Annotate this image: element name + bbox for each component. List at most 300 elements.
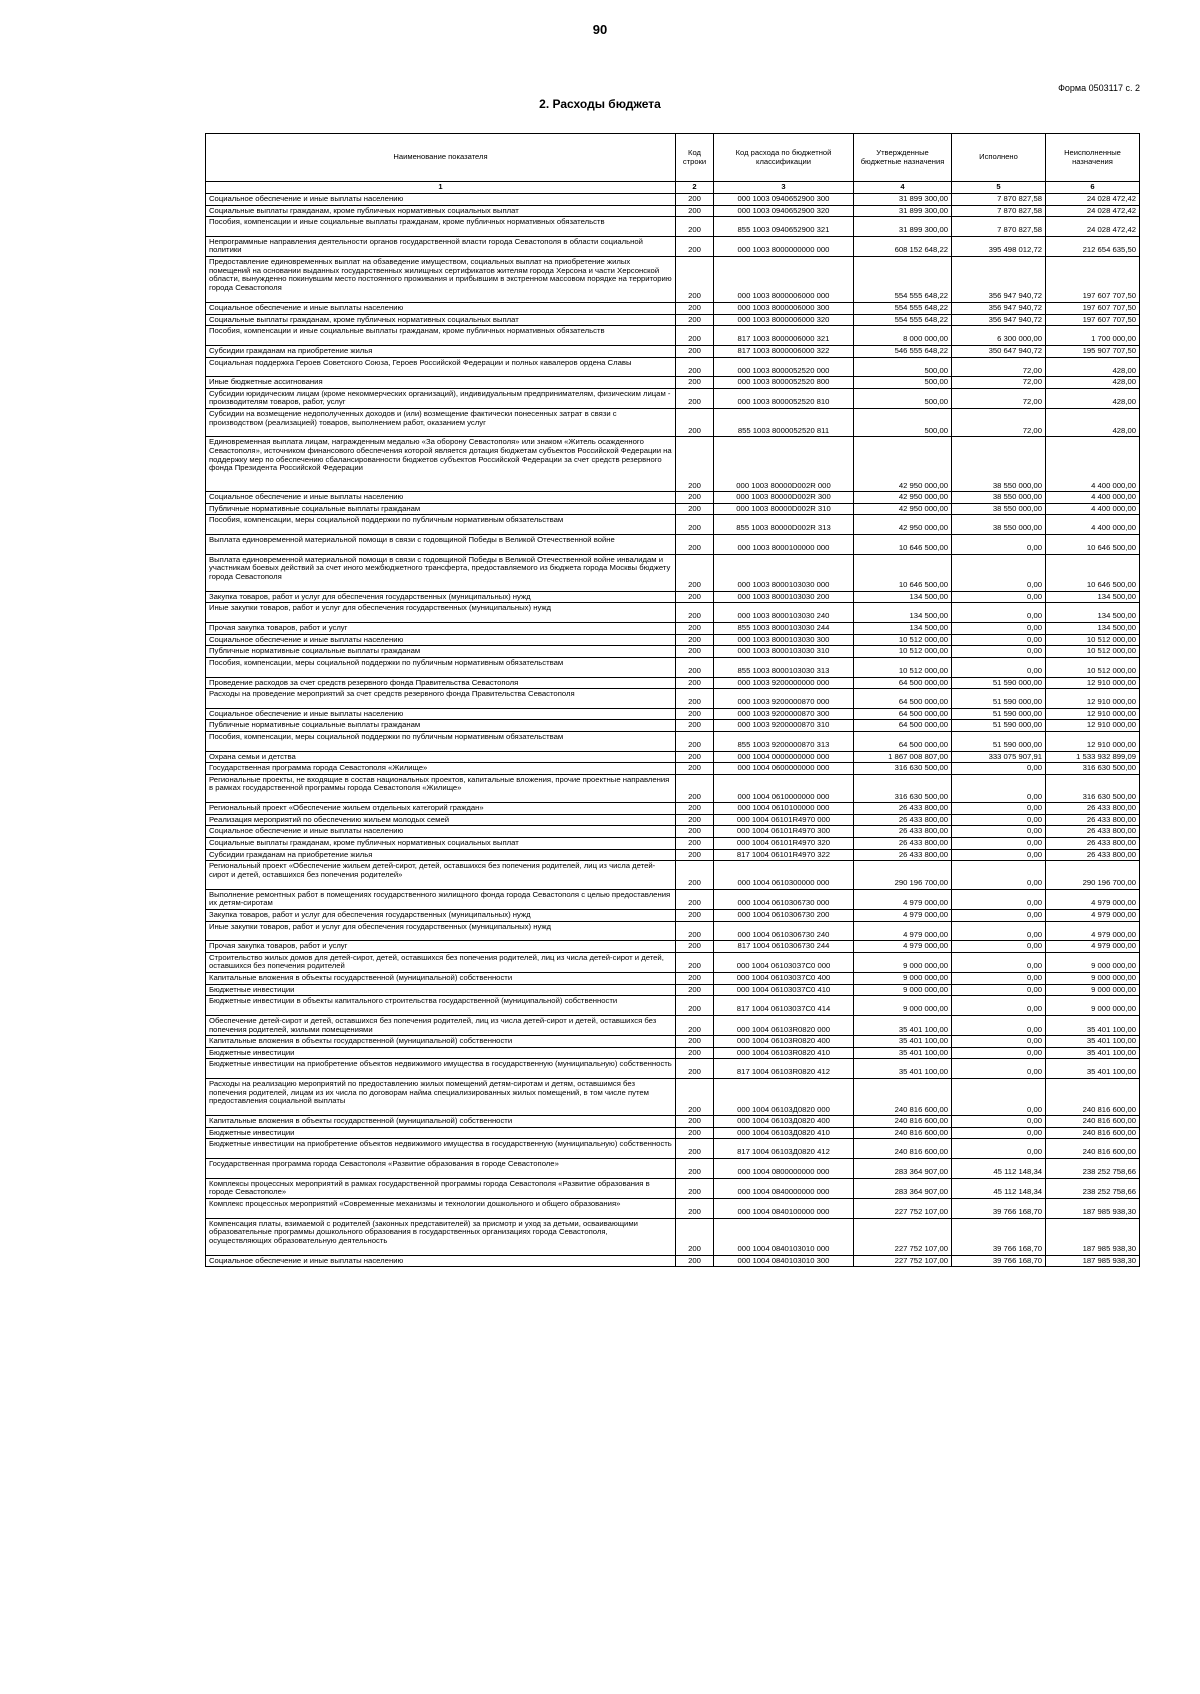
row-unexecuted: 240 816 600,00 — [1046, 1139, 1140, 1159]
row-kbk: 000 1004 0840103010 300 — [714, 1255, 854, 1267]
header-name: Наименование показателя — [206, 134, 676, 182]
row-unexecuted: 1 700 000,00 — [1046, 326, 1140, 346]
row-kbk: 000 1004 06101R4970 320 — [714, 838, 854, 850]
row-name: Выплата единовременной материальной помощи в связи с годовщиной Победы в Великой Отечественной войне — [206, 535, 676, 555]
row-unexecuted: 4 400 000,00 — [1046, 515, 1140, 535]
row-code: 200 — [676, 996, 714, 1016]
row-name: Бюджетные инвестиции — [206, 984, 676, 996]
row-approved: 227 752 107,00 — [854, 1255, 952, 1267]
row-kbk: 000 1004 06101R4970 000 — [714, 814, 854, 826]
row-kbk: 000 1003 8000103030 240 — [714, 603, 854, 623]
row-kbk: 000 1004 06103Д0820 410 — [714, 1127, 854, 1139]
row-unexecuted: 24 028 472,42 — [1046, 205, 1140, 217]
row-kbk: 000 1003 8000103030 310 — [714, 646, 854, 658]
row-unexecuted: 10 512 000,00 — [1046, 657, 1140, 677]
row-executed: 0,00 — [952, 591, 1046, 603]
row-executed: 0,00 — [952, 1015, 1046, 1035]
row-executed: 350 647 940,72 — [952, 345, 1046, 357]
row-unexecuted: 9 000 000,00 — [1046, 996, 1140, 1016]
row-unexecuted: 12 910 000,00 — [1046, 732, 1140, 752]
row-name: Социальное обеспечение и иные выплаты населению — [206, 194, 676, 206]
row-code: 200 — [676, 973, 714, 985]
row-approved: 42 950 000,00 — [854, 515, 952, 535]
row-approved: 500,00 — [854, 357, 952, 377]
row-code: 200 — [676, 814, 714, 826]
row-name: Социальные выплаты гражданам, кроме публичных нормативных социальных выплат — [206, 205, 676, 217]
table-row — [206, 732, 1140, 752]
row-name: Пособия, компенсации и иные социальные выплаты гражданам, кроме публичных нормативных обязательств — [206, 217, 676, 237]
row-kbk: 000 1003 8000006000 000 — [714, 257, 854, 303]
row-unexecuted: 4 400 000,00 — [1046, 437, 1140, 492]
row-code: 200 — [676, 910, 714, 922]
row-code: 200 — [676, 377, 714, 389]
row-name: Пособия, компенсации и иные социальные выплаты гражданам, кроме публичных нормативных обязательств — [206, 326, 676, 346]
row-code: 200 — [676, 1059, 714, 1079]
row-code: 200 — [676, 437, 714, 492]
row-unexecuted: 26 433 800,00 — [1046, 849, 1140, 861]
row-name: Расходы на проведение мероприятий за счет средств резервного фонда Правительства Севастополя — [206, 689, 676, 709]
row-approved: 35 401 100,00 — [854, 1036, 952, 1048]
row-unexecuted: 197 607 707,50 — [1046, 257, 1140, 303]
row-code: 200 — [676, 388, 714, 408]
header-executed: Исполнено — [952, 134, 1046, 182]
row-approved: 227 752 107,00 — [854, 1218, 952, 1255]
column-number: 2 — [676, 182, 714, 194]
row-executed: 7 870 827,58 — [952, 217, 1046, 237]
row-approved: 4 979 000,00 — [854, 941, 952, 953]
row-executed: 7 870 827,58 — [952, 205, 1046, 217]
column-number: 6 — [1046, 182, 1140, 194]
row-unexecuted: 316 630 500,00 — [1046, 763, 1140, 775]
row-kbk: 000 1003 8000000000 000 — [714, 236, 854, 256]
row-executed: 0,00 — [952, 910, 1046, 922]
row-executed: 0,00 — [952, 1059, 1046, 1079]
row-code: 200 — [676, 1255, 714, 1267]
row-name: Комплексы процессных мероприятий в рамках государственной программы города Севастополя «Развитие образования в городе Севастополе» — [206, 1178, 676, 1198]
row-approved: 240 816 600,00 — [854, 1079, 952, 1116]
row-kbk: 000 1004 0610306730 000 — [714, 889, 854, 909]
row-unexecuted: 9 000 000,00 — [1046, 952, 1140, 972]
table-row — [206, 889, 1140, 909]
table-row — [206, 1198, 1140, 1218]
row-name: Реализация мероприятий по обеспечению жильем молодых семей — [206, 814, 676, 826]
row-name: Социальное обеспечение и иные выплаты населению — [206, 1255, 676, 1267]
row-approved: 64 500 000,00 — [854, 720, 952, 732]
row-kbk: 000 1003 8000052520 810 — [714, 388, 854, 408]
row-code: 200 — [676, 677, 714, 689]
row-code: 200 — [676, 1116, 714, 1128]
row-unexecuted: 10 512 000,00 — [1046, 646, 1140, 658]
row-code: 200 — [676, 1127, 714, 1139]
row-unexecuted: 134 500,00 — [1046, 623, 1140, 635]
row-code: 200 — [676, 515, 714, 535]
row-unexecuted: 428,00 — [1046, 357, 1140, 377]
row-approved: 10 512 000,00 — [854, 646, 952, 658]
row-approved: 227 752 107,00 — [854, 1198, 952, 1218]
row-kbk: 000 1004 0610000000 000 — [714, 774, 854, 802]
row-kbk: 000 1003 8000103030 200 — [714, 591, 854, 603]
row-unexecuted: 26 433 800,00 — [1046, 838, 1140, 850]
row-code: 200 — [676, 861, 714, 889]
table-row — [206, 826, 1140, 838]
row-unexecuted: 134 500,00 — [1046, 603, 1140, 623]
row-kbk: 000 1004 0610306730 240 — [714, 921, 854, 941]
row-unexecuted: 238 252 758,66 — [1046, 1178, 1140, 1198]
row-unexecuted: 12 910 000,00 — [1046, 689, 1140, 709]
row-kbk: 000 1003 8000100000 000 — [714, 535, 854, 555]
row-kbk: 000 1004 0840100000 000 — [714, 1198, 854, 1218]
row-executed: 0,00 — [952, 838, 1046, 850]
row-code: 200 — [676, 646, 714, 658]
row-kbk: 000 1003 9200000870 310 — [714, 720, 854, 732]
row-approved: 10 646 500,00 — [854, 554, 952, 591]
row-code: 200 — [676, 1079, 714, 1116]
row-executed: 0,00 — [952, 623, 1046, 635]
row-approved: 42 950 000,00 — [854, 503, 952, 515]
row-kbk: 855 1003 8000052520 811 — [714, 409, 854, 437]
column-number: 5 — [952, 182, 1046, 194]
table-row — [206, 634, 1140, 646]
table-row — [206, 515, 1140, 535]
row-name: Закупка товаров, работ и услуг для обеспечения государственных (муниципальных) нужд — [206, 910, 676, 922]
table-row — [206, 708, 1140, 720]
row-executed: 72,00 — [952, 357, 1046, 377]
row-approved: 240 816 600,00 — [854, 1127, 952, 1139]
row-name: Субсидии на возмещение недополученных доходов и (или) возмещение фактически понесенных затрат в связи с производством (реализацией) товаров, выполнением работ, оказанием услуг — [206, 409, 676, 437]
table-row — [206, 377, 1140, 389]
row-name: Пособия, компенсации, меры социальной поддержки по публичным нормативным обязательствам — [206, 515, 676, 535]
row-name: Социальное обеспечение и иные выплаты населению — [206, 492, 676, 504]
row-kbk: 000 1004 0610300000 000 — [714, 861, 854, 889]
row-approved: 26 433 800,00 — [854, 849, 952, 861]
column-number-row — [206, 182, 1140, 194]
row-approved: 134 500,00 — [854, 591, 952, 603]
row-kbk: 000 1003 8000006000 300 — [714, 303, 854, 315]
row-name: Публичные нормативные социальные выплаты гражданам — [206, 503, 676, 515]
row-name: Охрана семьи и детства — [206, 751, 676, 763]
row-kbk: 000 1003 8000103030 300 — [714, 634, 854, 646]
row-kbk: 000 1003 0940652900 300 — [714, 194, 854, 206]
table-row — [206, 849, 1140, 861]
row-approved: 26 433 800,00 — [854, 814, 952, 826]
row-executed: 0,00 — [952, 984, 1046, 996]
table-row — [206, 984, 1140, 996]
header-unexecuted: Неисполненные назначения — [1046, 134, 1140, 182]
row-code: 200 — [676, 1015, 714, 1035]
row-approved: 500,00 — [854, 409, 952, 437]
table-row — [206, 1047, 1140, 1059]
row-executed: 395 498 012,72 — [952, 236, 1046, 256]
row-approved: 64 500 000,00 — [854, 708, 952, 720]
row-kbk: 000 1004 061030З7С0 410 — [714, 984, 854, 996]
row-name: Региональные проекты, не входящие в состав национальных проектов, капитальные вложения, прочие проектные направления в рамках государственной программы города Севастополя «Жилище» — [206, 774, 676, 802]
row-name: Публичные нормативные социальные выплаты гражданам — [206, 646, 676, 658]
row-name: Субсидии юридическим лицам (кроме некоммерческих организаций), индивидуальным предпринимателям, физическим лицам - производителям товаров, работ, услуг — [206, 388, 676, 408]
row-kbk: 000 1003 0940652900 320 — [714, 205, 854, 217]
row-name: Государственная программа города Севастополя «Развитие образования в городе Севастополе» — [206, 1159, 676, 1179]
row-name: Публичные нормативные социальные выплаты гражданам — [206, 720, 676, 732]
row-executed: 0,00 — [952, 849, 1046, 861]
table-row — [206, 1015, 1140, 1035]
row-code: 200 — [676, 236, 714, 256]
row-code: 200 — [676, 205, 714, 217]
row-name: Строительство жилых домов для детей-сирот, детей, оставшихся без попечения родителей, лиц из числа детей-сирот и детей, оставшихся без попечения родителей — [206, 952, 676, 972]
row-unexecuted: 4 979 000,00 — [1046, 889, 1140, 909]
row-name: Проведение расходов за счет средств резервного фонда Правительства Севастополя — [206, 677, 676, 689]
column-number: 4 — [854, 182, 952, 194]
row-approved: 608 152 648,22 — [854, 236, 952, 256]
row-unexecuted: 195 907 707,50 — [1046, 345, 1140, 357]
table-row — [206, 720, 1140, 732]
row-executed: 0,00 — [952, 973, 1046, 985]
row-code: 200 — [676, 492, 714, 504]
row-code: 200 — [676, 503, 714, 515]
row-code: 200 — [676, 774, 714, 802]
row-unexecuted: 12 910 000,00 — [1046, 677, 1140, 689]
row-kbk: 000 1004 0800000000 000 — [714, 1159, 854, 1179]
table-row — [206, 838, 1140, 850]
row-executed: 39 766 168,70 — [952, 1198, 1046, 1218]
row-executed: 0,00 — [952, 1116, 1046, 1128]
row-kbk: 855 1003 8000103030 313 — [714, 657, 854, 677]
row-approved: 290 196 700,00 — [854, 861, 952, 889]
row-unexecuted: 4 400 000,00 — [1046, 492, 1140, 504]
table-row — [206, 803, 1140, 815]
row-executed: 0,00 — [952, 554, 1046, 591]
row-name: Непрограммные направления деятельности органов государственной власти города Севастополя в области социальной политики — [206, 236, 676, 256]
row-kbk: 000 1004 061030З7С0 400 — [714, 973, 854, 985]
row-code: 200 — [676, 689, 714, 709]
table-row — [206, 1255, 1140, 1267]
row-unexecuted: 26 433 800,00 — [1046, 803, 1140, 815]
table-row — [206, 326, 1140, 346]
row-code: 200 — [676, 1198, 714, 1218]
row-approved: 1 867 008 807,00 — [854, 751, 952, 763]
row-unexecuted: 428,00 — [1046, 388, 1140, 408]
row-approved: 42 950 000,00 — [854, 437, 952, 492]
row-executed: 51 590 000,00 — [952, 732, 1046, 752]
header-row — [206, 134, 1140, 182]
row-code: 200 — [676, 535, 714, 555]
table-row — [206, 257, 1140, 303]
row-kbk: 000 1003 9200000870 000 — [714, 689, 854, 709]
row-kbk: 817 1004 06103R0820 412 — [714, 1059, 854, 1079]
row-approved: 31 899 300,00 — [854, 217, 952, 237]
form-code: Форма 0503117 с. 2 — [1058, 83, 1140, 93]
row-kbk: 000 1003 9200000870 300 — [714, 708, 854, 720]
row-name: Выполнение ремонтных работ в помещениях государственного жилищного фонда города Севастополя с целью предоставления их детям-сиротам — [206, 889, 676, 909]
row-name: Социальные выплаты гражданам, кроме публичных нормативных социальных выплат — [206, 314, 676, 326]
row-executed: 0,00 — [952, 634, 1046, 646]
table-row — [206, 996, 1140, 1016]
row-executed: 356 947 940,72 — [952, 257, 1046, 303]
row-code: 200 — [676, 1139, 714, 1159]
row-code: 200 — [676, 751, 714, 763]
row-unexecuted: 187 985 938,30 — [1046, 1198, 1140, 1218]
row-executed: 0,00 — [952, 657, 1046, 677]
row-code: 200 — [676, 554, 714, 591]
row-unexecuted: 238 252 758,66 — [1046, 1159, 1140, 1179]
row-approved: 283 364 907,00 — [854, 1159, 952, 1179]
row-code: 200 — [676, 720, 714, 732]
table-row — [206, 646, 1140, 658]
row-code: 200 — [676, 826, 714, 838]
row-code: 200 — [676, 1047, 714, 1059]
table-row — [206, 657, 1140, 677]
row-executed: 0,00 — [952, 774, 1046, 802]
row-name: Социальная поддержка Героев Советского Союза, Героев Российской Федерации и полных кавалеров ордена Славы — [206, 357, 676, 377]
row-name: Бюджетные инвестиции на приобретение объектов недвижимого имущества в государственную (муниципальную) собственность — [206, 1139, 676, 1159]
row-approved: 10 646 500,00 — [854, 535, 952, 555]
row-executed: 0,00 — [952, 1139, 1046, 1159]
column-number: 3 — [714, 182, 854, 194]
row-unexecuted: 1 533 932 899,09 — [1046, 751, 1140, 763]
table-row — [206, 941, 1140, 953]
row-executed: 0,00 — [952, 921, 1046, 941]
row-unexecuted: 187 985 938,30 — [1046, 1255, 1140, 1267]
row-executed: 0,00 — [952, 535, 1046, 555]
table-row — [206, 535, 1140, 555]
table-row — [206, 603, 1140, 623]
row-approved: 4 979 000,00 — [854, 889, 952, 909]
row-unexecuted: 35 401 100,00 — [1046, 1015, 1140, 1035]
row-name: Комплекс процессных мероприятий «Современные механизмы и технологии дошкольного и общего образования» — [206, 1198, 676, 1218]
row-code: 200 — [676, 1178, 714, 1198]
row-code: 200 — [676, 591, 714, 603]
row-kbk: 000 1003 9200000000 000 — [714, 677, 854, 689]
row-name: Прочая закупка товаров, работ и услуг — [206, 623, 676, 635]
row-kbk: 855 1003 8000103030 244 — [714, 623, 854, 635]
row-name: Капитальные вложения в объекты государственной (муниципальной) собственности — [206, 1036, 676, 1048]
row-name: Закупка товаров, работ и услуг для обеспечения государственных (муниципальных) нужд — [206, 591, 676, 603]
row-executed: 51 590 000,00 — [952, 708, 1046, 720]
row-approved: 4 979 000,00 — [854, 921, 952, 941]
row-unexecuted: 240 816 600,00 — [1046, 1079, 1140, 1116]
row-approved: 9 000 000,00 — [854, 996, 952, 1016]
row-code: 200 — [676, 409, 714, 437]
row-approved: 316 630 500,00 — [854, 774, 952, 802]
row-code: 200 — [676, 708, 714, 720]
row-name: Социальные выплаты гражданам, кроме публичных нормативных социальных выплат — [206, 838, 676, 850]
row-kbk: 000 1004 06103R0820 410 — [714, 1047, 854, 1059]
row-code: 200 — [676, 1036, 714, 1048]
row-name: Предоставление единовременных выплат на обзаведение имуществом, социальных выплат на приобретение жилых помещений на основании выданных государственных жилищных сертификатов жителям города Херсона и части Херсонской области, вынужденно покинувшим место постоянного проживания и прибывшим в экстренном массовом порядке на территорию города Севастополя — [206, 257, 676, 303]
row-executed: 0,00 — [952, 889, 1046, 909]
table-row — [206, 814, 1140, 826]
row-approved: 134 500,00 — [854, 623, 952, 635]
row-approved: 9 000 000,00 — [854, 984, 952, 996]
row-code: 200 — [676, 849, 714, 861]
row-executed: 38 550 000,00 — [952, 503, 1046, 515]
row-executed: 38 550 000,00 — [952, 492, 1046, 504]
row-name: Капитальные вложения в объекты государственной (муниципальной) собственности — [206, 1116, 676, 1128]
row-executed: 39 766 168,70 — [952, 1218, 1046, 1255]
table-row — [206, 1036, 1140, 1048]
row-unexecuted: 10 512 000,00 — [1046, 634, 1140, 646]
row-approved: 554 555 648,22 — [854, 303, 952, 315]
row-kbk: 000 1004 06101R4970 300 — [714, 826, 854, 838]
row-approved: 31 899 300,00 — [854, 194, 952, 206]
row-approved: 240 816 600,00 — [854, 1116, 952, 1128]
row-kbk: 000 1004 0840000000 000 — [714, 1178, 854, 1198]
row-kbk: 817 1003 8000006000 322 — [714, 345, 854, 357]
row-approved: 31 899 300,00 — [854, 205, 952, 217]
row-approved: 9 000 000,00 — [854, 952, 952, 972]
row-name: Государственная программа города Севастополя «Жилище» — [206, 763, 676, 775]
row-approved: 9 000 000,00 — [854, 973, 952, 985]
row-executed: 0,00 — [952, 1047, 1046, 1059]
table-row — [206, 345, 1140, 357]
row-unexecuted: 134 500,00 — [1046, 591, 1140, 603]
row-code: 200 — [676, 952, 714, 972]
table-row — [206, 236, 1140, 256]
row-name: Бюджетные инвестиции на приобретение объектов недвижимого имущества в государственную (муниципальную) собственность — [206, 1059, 676, 1079]
row-executed: 0,00 — [952, 763, 1046, 775]
row-approved: 35 401 100,00 — [854, 1059, 952, 1079]
row-approved: 500,00 — [854, 377, 952, 389]
row-name: Капитальные вложения в объекты государственной (муниципальной) собственности — [206, 973, 676, 985]
row-kbk: 000 1004 06103Д0820 000 — [714, 1079, 854, 1116]
row-unexecuted: 24 028 472,42 — [1046, 194, 1140, 206]
row-kbk: 855 1003 0940652900 321 — [714, 217, 854, 237]
page-number: 90 — [592, 22, 608, 37]
table-row — [206, 1059, 1140, 1079]
row-executed: 0,00 — [952, 996, 1046, 1016]
row-executed: 0,00 — [952, 941, 1046, 953]
table-row — [206, 492, 1140, 504]
row-code: 200 — [676, 314, 714, 326]
row-approved: 10 512 000,00 — [854, 657, 952, 677]
row-kbk: 000 1003 8000052520 800 — [714, 377, 854, 389]
row-approved: 546 555 648,22 — [854, 345, 952, 357]
row-unexecuted: 26 433 800,00 — [1046, 826, 1140, 838]
row-unexecuted: 26 433 800,00 — [1046, 814, 1140, 826]
row-unexecuted: 240 816 600,00 — [1046, 1116, 1140, 1128]
row-unexecuted: 4 979 000,00 — [1046, 910, 1140, 922]
table-row — [206, 1218, 1140, 1255]
table-row — [206, 554, 1140, 591]
row-executed: 0,00 — [952, 603, 1046, 623]
table-row — [206, 205, 1140, 217]
row-executed: 333 075 907,91 — [952, 751, 1046, 763]
row-executed: 0,00 — [952, 814, 1046, 826]
table-row — [206, 1178, 1140, 1198]
row-approved: 42 950 000,00 — [854, 492, 952, 504]
row-code: 200 — [676, 194, 714, 206]
row-name: Иные закупки товаров, работ и услуг для обеспечения государственных (муниципальных) нужд — [206, 603, 676, 623]
row-code: 200 — [676, 623, 714, 635]
row-kbk: 000 1003 80000D002R 310 — [714, 503, 854, 515]
row-name: Компенсация платы, взимаемой с родителей (законных представителей) за присмотр и уход за детьми, осваивающими образовательные программы дошкольного образования в государственных организациях города Севастополя, осуществляющих образовательную деятельность — [206, 1218, 676, 1255]
row-executed: 0,00 — [952, 803, 1046, 815]
row-executed: 6 300 000,00 — [952, 326, 1046, 346]
row-code: 200 — [676, 357, 714, 377]
row-approved: 554 555 648,22 — [854, 257, 952, 303]
row-approved: 26 433 800,00 — [854, 838, 952, 850]
row-code: 200 — [676, 345, 714, 357]
table-row — [206, 952, 1140, 972]
row-kbk: 855 1003 9200000870 313 — [714, 732, 854, 752]
row-code: 200 — [676, 326, 714, 346]
row-executed: 72,00 — [952, 377, 1046, 389]
table-row — [206, 303, 1140, 315]
row-unexecuted: 4 979 000,00 — [1046, 941, 1140, 953]
row-executed: 0,00 — [952, 646, 1046, 658]
row-kbk: 000 1003 8000052520 000 — [714, 357, 854, 377]
table-row — [206, 763, 1140, 775]
row-name: Субсидии гражданам на приобретение жилья — [206, 345, 676, 357]
row-executed: 38 550 000,00 — [952, 515, 1046, 535]
